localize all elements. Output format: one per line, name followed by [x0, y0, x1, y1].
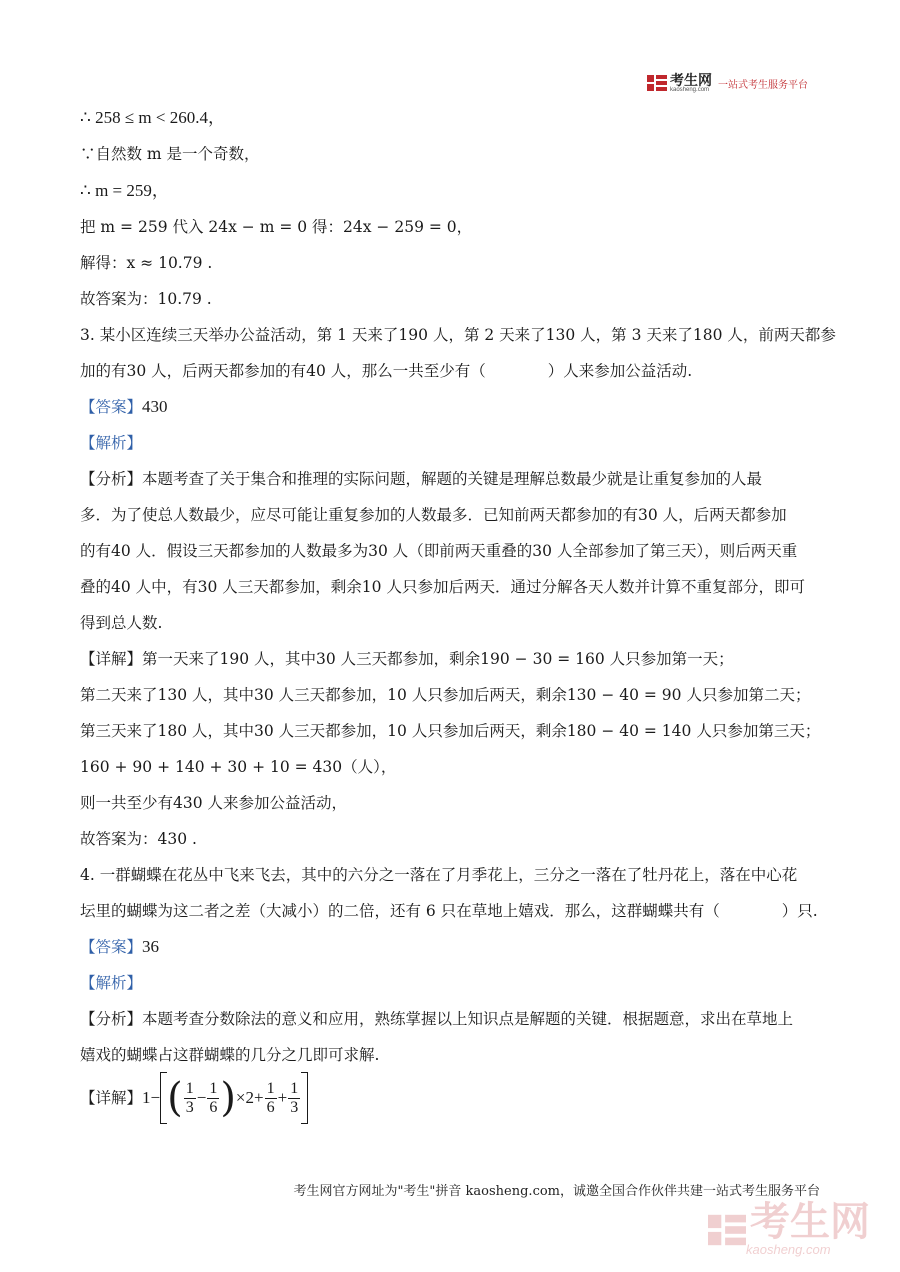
left-paren: ( — [167, 1075, 183, 1121]
detail-line: 故答案为：430 . — [80, 830, 197, 848]
watermark-url: kaosheng.com — [746, 1242, 831, 1257]
detail-line: 第二天来了130 人，其中30 人三天都参加，10 人只参加后两天，剩余130 − 40 = 90 人只参加第二天； — [80, 686, 811, 704]
text-line: 把 m = 259 代入 24x − m = 0 得：24x − 259 = 0， — [80, 218, 473, 236]
watermark — [708, 1199, 870, 1257]
answer-value: 430 — [142, 397, 168, 416]
right-paren: ) — [220, 1075, 236, 1121]
analysis-tag: 【解析】 — [80, 434, 143, 452]
detail-tag: 【详解】 — [80, 1089, 143, 1107]
text-line: 解得：x ≈ 10.79 . — [80, 254, 213, 272]
answer-3 — [80, 396, 168, 418]
fraction: $\frac{1}{3}$ — [290, 1079, 299, 1116]
left-bracket — [160, 1072, 167, 1124]
minus-sign: − — [196, 1088, 207, 1107]
plus-sign: + — [277, 1088, 288, 1107]
right-bracket — [301, 1072, 308, 1124]
detail-line: 160 + 90 + 140 + 30 + 10 = 430（人）， — [80, 758, 397, 776]
analysis-line: 【分析】本题考查分数除法的意义和应用，熟练掌握以上知识点是解题的关键．根据题意，求出在草地上 — [80, 1010, 794, 1028]
question-4-line2: 坛里的蝴蝶为这二者之差（大减小）的二倍，还有 6 只在草地上嬉戏．那么，这群蝴蝶共有（ ）只. — [80, 902, 818, 920]
analysis-line: 嬉戏的蝴蝶占这群蝴蝶的几分之几即可求解. — [80, 1046, 380, 1064]
formula-lead: 1− — [142, 1088, 161, 1107]
answer-4 — [80, 936, 159, 958]
answer-tag: 【答案】 — [80, 398, 143, 416]
brand-url: kaosheng.com — [670, 86, 710, 93]
text-line: 故答案为：10.79 . — [80, 290, 212, 308]
analysis-line: 叠的40 人中，有30 人三天都参加，剩余10 人只参加后两天．通过分解各天人数并计算不重复部分，即可 — [80, 578, 805, 596]
text-line: ∵自然数 m 是一个奇数， — [80, 145, 260, 163]
fraction: $\frac{1}{6}$ — [209, 1079, 218, 1116]
text-line: ∴ m = 259， — [80, 181, 169, 200]
fraction: $\frac{1}{3}$ — [185, 1079, 194, 1116]
answer-tag: 【答案】 — [80, 938, 143, 956]
footer-text: 考生网官方网址为"考生"拼音 kaosheng.com，诚邀全国合作伙伴共建一站式考生服务平台 — [293, 1184, 820, 1199]
question-3-line1: 3. 某小区连续三天举办公益活动，第 1 天来了190 人，第 2 天来了130 人，第 3 天来了180 人，前两天都参 — [80, 326, 836, 344]
brand-name: 考生网 — [670, 71, 712, 88]
watermark-logo-icon — [708, 1211, 746, 1249]
analysis-line: 得到总人数. — [80, 614, 163, 632]
kaosheng-logo-icon — [647, 73, 667, 93]
text-line: ∴ 258 ≤ m < 260.4， — [80, 108, 225, 127]
fraction: $\frac{1}{6}$ — [266, 1079, 275, 1116]
detail-line: 则一共至少有430 人来参加公益活动， — [80, 794, 348, 812]
question-3-line2: 加的有30 人，后两天都参加的有40 人，那么一共至少有（ ）人来参加公益活动. — [80, 362, 693, 380]
analysis-line: 的有40 人．假设三天都参加的人数最多为30 人（即前两天重叠的30 人全部参加了第三天），则后两天重 — [80, 542, 798, 560]
analysis-line: 【分析】本题考查了关于集合和推理的实际问题，解题的关键是理解总数最少就是让重复参加的人最 — [80, 470, 763, 488]
detail-line: 第三天来了180 人，其中30 人三天都参加，10 人只参加后两天，剩余180 − 40 = 140 人只参加第三天； — [80, 722, 821, 740]
times-term: ×2+ — [235, 1088, 264, 1107]
brand-slogan: 一站式考生服务平台 — [718, 79, 808, 91]
detail-formula — [80, 1070, 308, 1126]
brand-logo — [647, 72, 808, 94]
answer-value: 36 — [142, 937, 160, 956]
question-4-line1: 4. 一群蝴蝶在花丛中飞来飞去，其中的六分之一落在了月季花上，三分之一落在了牡丹花上，落在中心花 — [80, 866, 798, 884]
analysis-tag: 【解析】 — [80, 974, 143, 992]
analysis-line: 多．为了使总人数最少，应尽可能让重复参加的人数最多．已知前两天都参加的有30 人，后两天都参加 — [80, 506, 787, 524]
watermark-name: 考生网 — [750, 1199, 870, 1245]
detail-line: 【详解】第一天来了190 人，其中30 人三天都参加，剩余190 − 30 = 160 人只参加第一天； — [80, 650, 734, 668]
